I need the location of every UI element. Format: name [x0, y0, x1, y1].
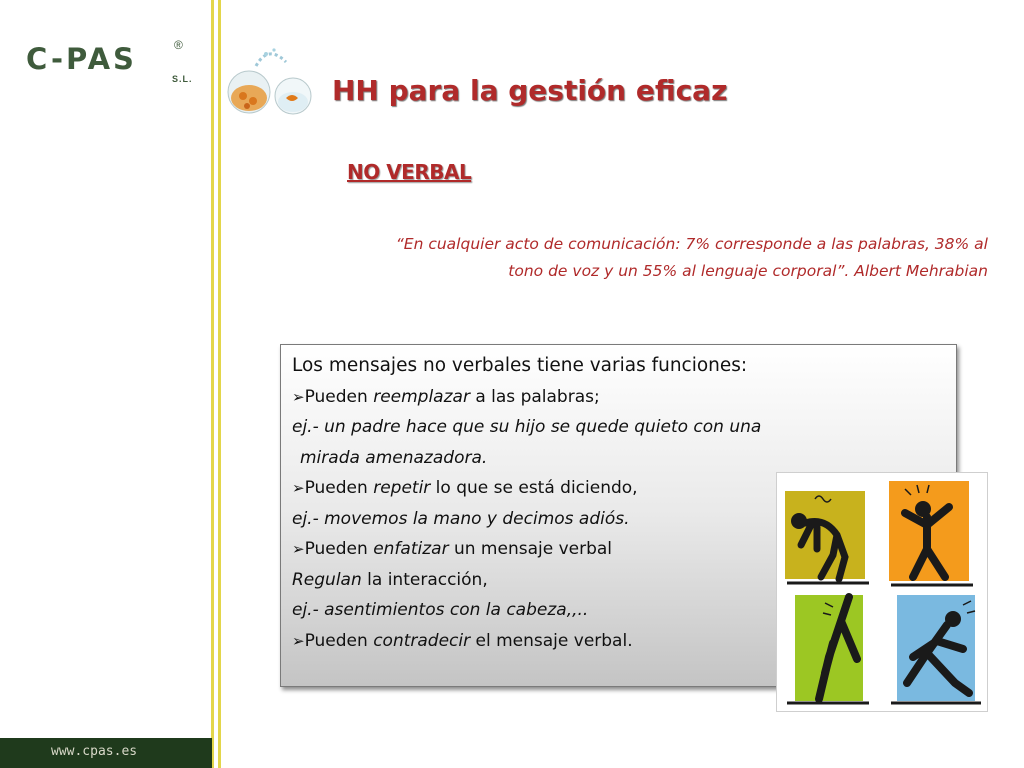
cpas-logo: [26, 38, 193, 84]
registered-mark: ®: [174, 38, 183, 52]
bullet-enfatizar: [292, 534, 761, 565]
example-line: ej.- un padre hace que su hijo se quede quieto con una: [292, 417, 762, 437]
bullet-text: Pueden: [304, 478, 374, 498]
bullet-text: un mensaje verbal: [448, 539, 613, 559]
bullet-keyword: enfatizar: [373, 539, 449, 559]
bullet-text: Pueden: [304, 539, 374, 559]
example-line: ej.- asentimientos con la cabeza,,..: [292, 600, 589, 620]
regulan-text: la interacción,: [361, 569, 488, 590]
bullet-keyword: repetir: [373, 478, 431, 498]
body-language-illustration: [776, 472, 988, 712]
slide-subtitle: NO VERBAL: [347, 160, 472, 184]
mehrabian-quote: [320, 231, 988, 285]
regulan-keyword: Regulan: [292, 569, 362, 590]
arrow-bullet-icon: ➢: [292, 540, 305, 558]
bullet-keyword: contradecir: [373, 630, 471, 651]
bullet-text: Pueden: [304, 630, 374, 651]
running-figure-icon: [891, 595, 981, 703]
bullet-text: a las palabras;: [469, 386, 600, 407]
arrow-bullet-icon: ➢: [292, 479, 305, 497]
bullet-repetir: [292, 473, 761, 504]
body-language-figures: [777, 473, 987, 711]
bullet-reemplazar: [292, 382, 761, 413]
bullet-text: lo que se está diciendo,: [430, 478, 638, 498]
arrow-bullet-icon: ➢: [292, 387, 305, 406]
intro-line: Los mensajes no verbales tiene varias funciones:: [292, 355, 748, 376]
logo-text: C-PAS: [26, 42, 137, 76]
tired-figure-icon: [785, 491, 869, 583]
bullet-keyword: reemplazar: [373, 386, 470, 407]
arrow-bullet-icon: ➢: [292, 631, 305, 650]
example-line: mirada amenazadora.: [300, 447, 488, 468]
bullet-text: Pueden: [304, 386, 374, 407]
tall-figure-icon: [787, 595, 869, 703]
quote-line-1: “En cualquier acto de comunicación: 7% corresponde a las palabras, 38% al: [395, 235, 988, 253]
sidebar-divider-line: [211, 0, 214, 768]
quote-line-2: tono de voz y un 55% al lenguaje corporal”. Albert Mehrabian: [508, 262, 988, 280]
regulan-line: [292, 565, 761, 596]
logo-suffix: S.L.: [172, 74, 193, 84]
sidebar-divider-line-2: [218, 0, 221, 768]
angry-figure-icon: [889, 481, 973, 585]
fishbowl-jump-icon: [226, 40, 318, 116]
footer-bar: [0, 738, 212, 768]
bullet-contradecir: [292, 626, 761, 657]
website-link[interactable]: www.cpas.es: [51, 744, 138, 759]
example-line: ej.- movemos la mano y decimos adiós.: [292, 508, 630, 529]
slide-title: HH para la gestión eficaz: [332, 74, 728, 107]
bullet-text: el mensaje verbal.: [470, 630, 633, 651]
content-text: [292, 351, 761, 656]
